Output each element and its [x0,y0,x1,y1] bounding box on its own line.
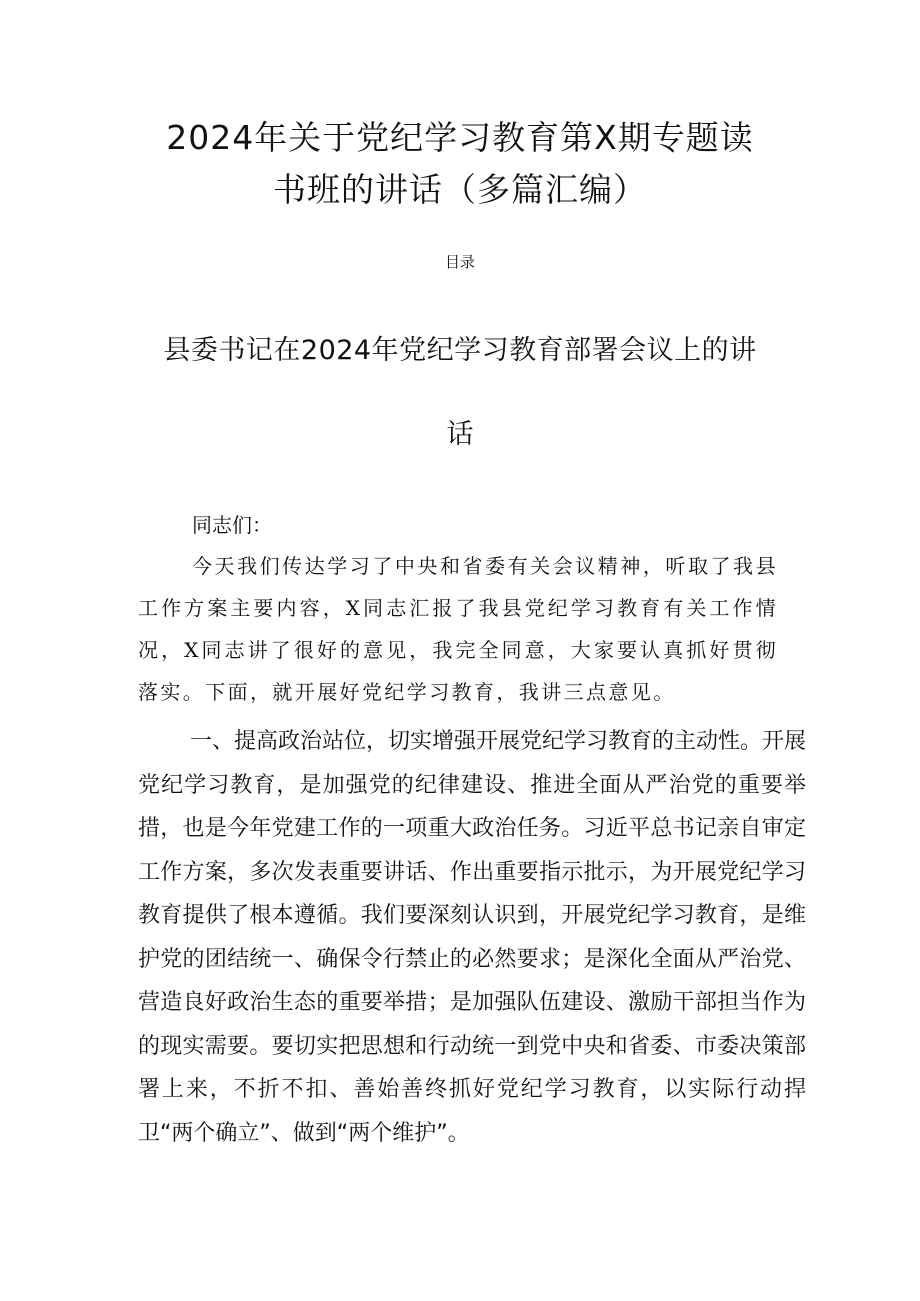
salutation: 同志们： [192,513,272,537]
paragraph-intro: 今天我们传达学习了中央和省委有关会议精神，听取了我县工作方案主要内容，X同志汇报了我县党纪学习教育有关工作情况，X同志讲了很好的意见，我完全同意，大家要认真抓好贯彻落实。下面，就开展好党纪学习教育，我讲三点意见。 [138,554,778,704]
speech-title-continuation: 话 [446,419,474,450]
paragraph-point-one: 一、提高政治站位，切实增强开展党纪学习教育的主动性。开展党纪学习教育，是加强党的纪律建设、推进全面从严治党的重要举措，也是今年党建工作的一项重大政治任务。习近平总书记亲自审定工作方案，多次发表重要讲话、作出重要指示批示，为开展党纪学习教育提供了根本遵循。我们要深刻认识到，开展党纪学习教育，是维护党的团结统一、确保令行禁止的必然要求；是深化全面从严治党、营造良好政治生态的重要举措；是加强队伍建设、激励干部担当作为的现实需要。要切实把思想和行动统一到党中央和省委、市委决策部署上来，不折不扣、善始善终抓好党纪学习教育，以实际行动捍卫“两个确立”、做到“两个维护”。 [138,729,807,1146]
toc-label[interactable]: 目录 [444,253,475,271]
document-title: 2024年关于党纪学习教育第X期专题读书班的讲话（多篇汇编） [166,118,754,209]
speech-title: 县委书记在2024年党纪学习教育部署会议上的讲 [163,335,757,366]
